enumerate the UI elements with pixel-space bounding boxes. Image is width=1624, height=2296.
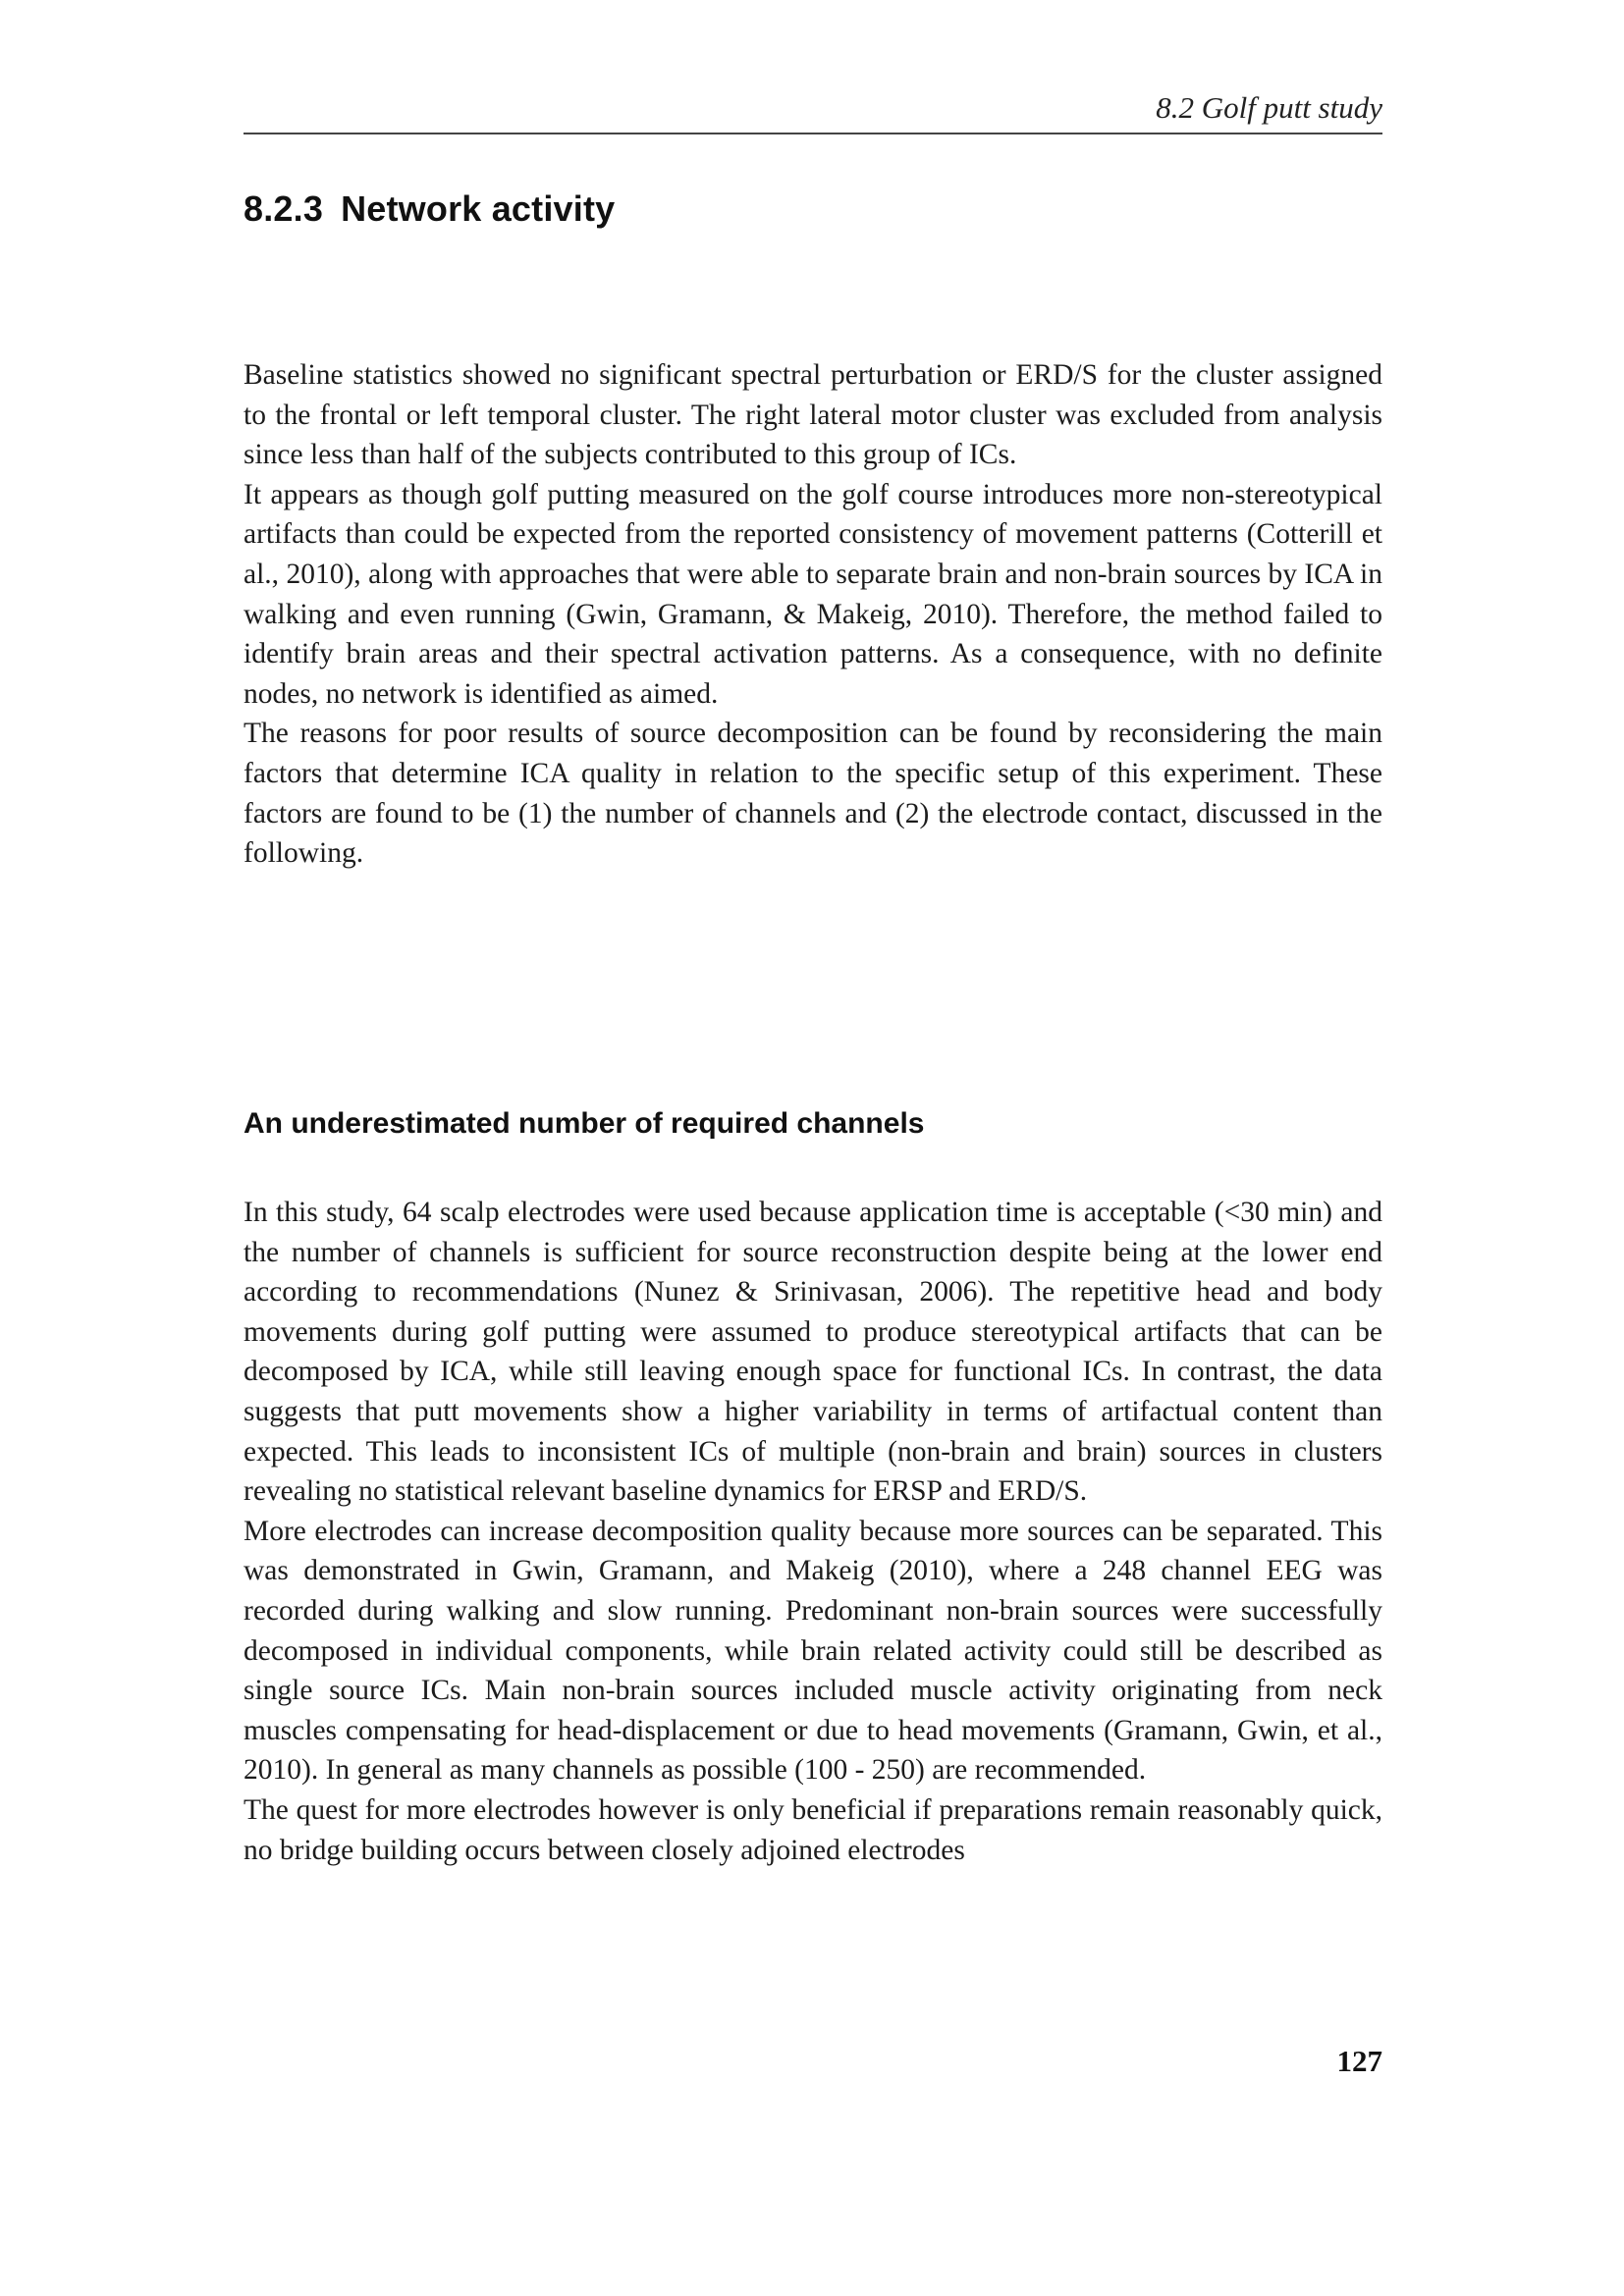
paragraph: More electrodes can increase decomposition quality because more sources can be separated. This was demonstrated in Gwin, Gramann, and Makeig (2010), where a 248 channel EEG was recorded during walking and slow running. Predominant non-brain sources were successfully decomposed in individual components, while brain related activity could still be described as single source ICs. Main non-brain sources included muscle activity originating from neck muscles compensating for head-displacement or due to head movements (Gramann, Gwin, et al., 2010). In general as many channels as possible (100 - 250) are recommended. [244,1515,1382,1787]
paragraph: Baseline statistics showed no significant spectral perturbation or ERD/S for the cluster assigned to the frontal or left temporal cluster. The right lateral motor cluster was excluded from analysis since less than half of the subjects contributed to this group of ICs. [244,359,1382,471]
section-title: Network activity [341,188,616,229]
paragraph: The quest for more electrodes however is only beneficial if preparations remain reasonably quick, no bridge building occurs between closely adjoined electrodes [244,1793,1382,1866]
section-heading [244,188,615,230]
paragraph: The reasons for poor results of source decomposition can be found by reconsidering the main factors that determine ICA quality in relation to the specific setup of this experiment. These factors are found to be (1) the number of channels and (2) the electrode contact, discussed in the following. [244,718,1382,870]
section-body [244,355,1382,874]
page-number: 127 [1336,2044,1382,2078]
section-number: 8.2.3 [244,188,324,229]
running-head: 8.2 Golf putt study [1156,90,1382,125]
paragraph: It appears as though golf putting measured on the golf course introduces more non-stereotypical artifacts than could be expected from the reported consistency of movement patterns (Cotterill et al., 2010), along with approaches that were able to separate brain and non-brain sources by ICA in walking and even running (Gwin, Gramann, & Makeig, 2010). Therefore, the method failed to identify brain areas and their spectral activation patterns. As a consequence, with no definite nodes, no network is identified as aimed. [244,478,1382,710]
subsection-heading: An underestimated number of required channels [244,1107,925,1140]
subsection-body [244,1193,1382,1870]
paragraph: In this study, 64 scalp electrodes were used because application time is acceptable (<30 min) and the number of channels is sufficient for source reconstruction despite being at the lower end according to recommendations (Nunez & Srinivasan, 2006). The repetitive head and body movements during golf putting were assumed to produce stereotypical artifacts that can be decomposed by ICA, while still leaving enough space for functional ICs. In contrast, the data suggests that putt movements show a higher variability in terms of artifactual content than expected. This leads to inconsistent ICs of multiple (non-brain and brain) sources in clusters revealing no statistical relevant baseline dynamics for ERSP and ERD/S. [244,1197,1382,1508]
document-page [244,0,1382,2296]
header-rule [244,133,1382,134]
